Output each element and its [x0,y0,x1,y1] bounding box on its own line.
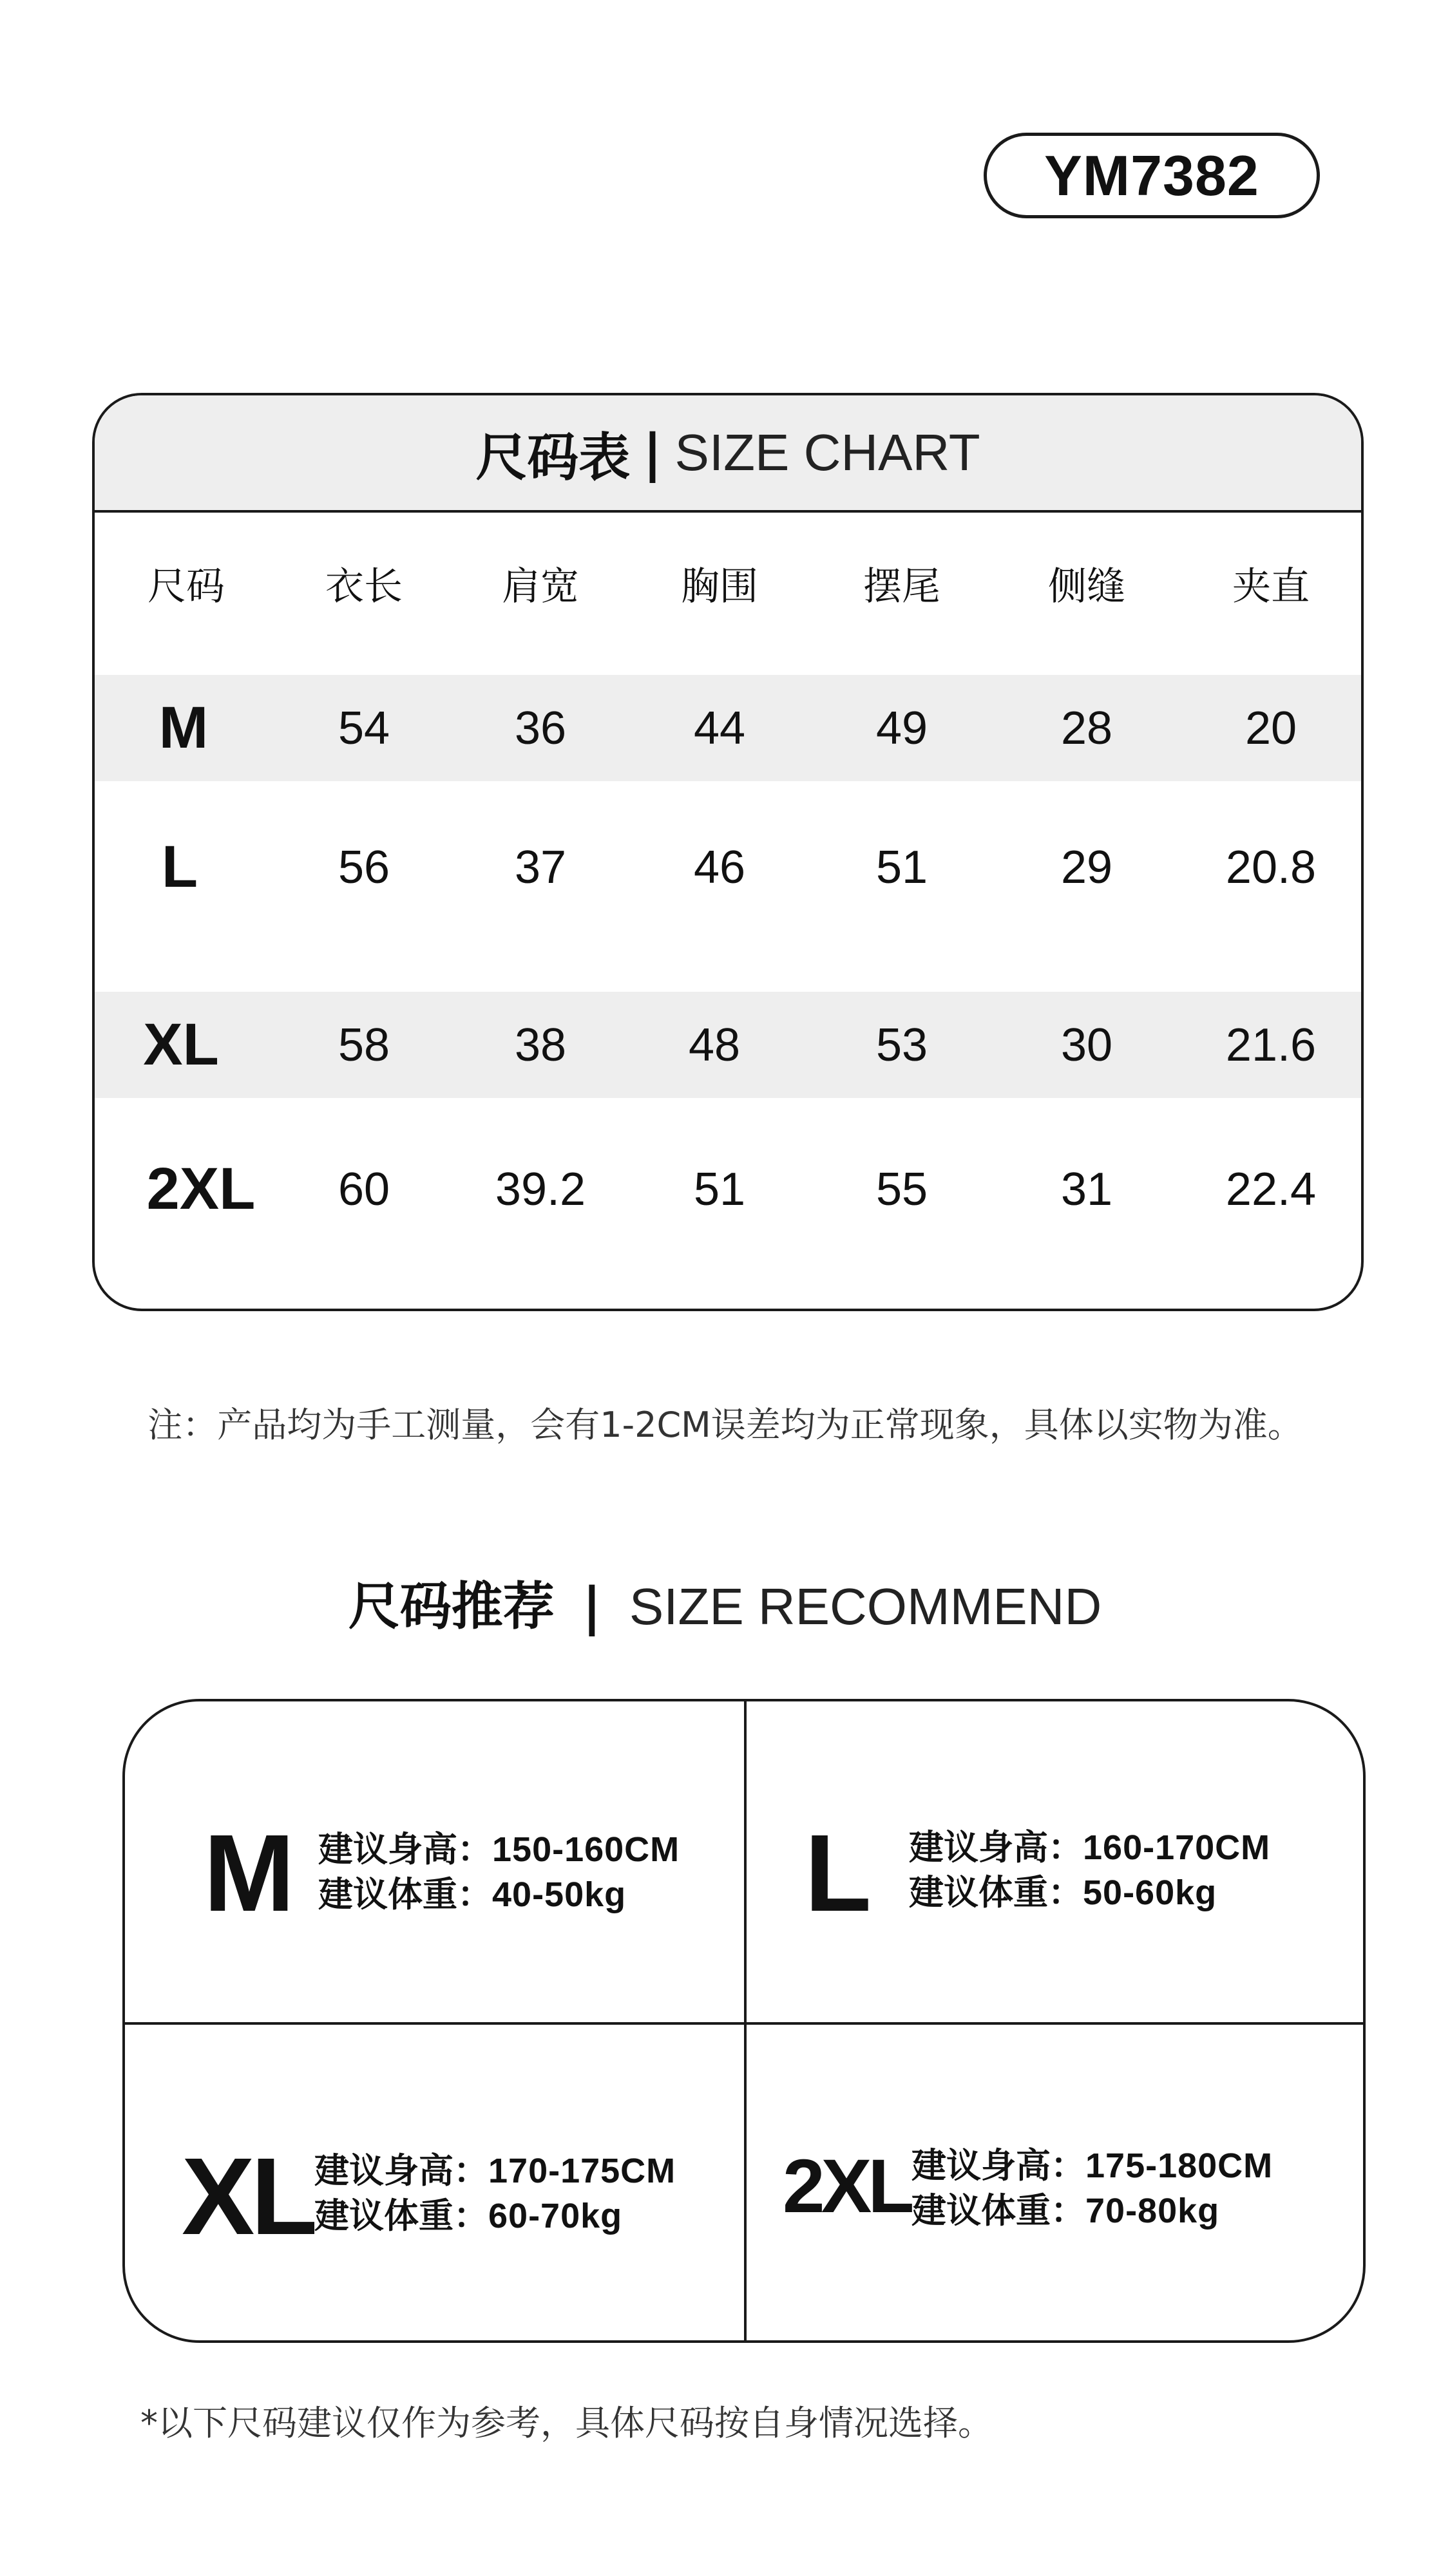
size-cell: L [161,834,198,900]
weight-label: 建议体重： [318,1874,492,1915]
weight-value: 50-60kg [1083,1873,1217,1912]
table-cell: 39.2 [495,1163,586,1215]
size-recommend-title-en: SIZE RECOMMEND [629,1578,1102,1635]
recommend-cell-m [125,1701,744,2022]
column-header: 夹直 [1232,564,1310,609]
table-cell: 48 [688,1019,741,1071]
recommend-cell-xl [125,2025,744,2343]
weight-label: 建议体重： [911,2190,1085,2231]
height-label: 建议身高： [909,1827,1083,1868]
model-code: YM7382 [1044,143,1259,207]
size-chart-header [95,395,1361,513]
table-cell: 20 [1245,702,1297,754]
table-cell: 22.4 [1225,1163,1317,1215]
column-header: 胸围 [681,564,758,609]
table-row [95,675,1361,781]
table-cell: 31 [1060,1163,1113,1215]
column-header: 肩宽 [502,564,579,609]
recommend-details [911,2143,1273,2233]
model-code-badge [984,133,1320,218]
table-cell: 51 [693,1163,746,1215]
recommend-details [314,2148,676,2239]
height-value: 170-175CM [488,2152,676,2190]
table-cell: 60 [338,1163,390,1215]
height-label: 建议身高： [911,2145,1085,2186]
measurement-note: 注：产品均为手工测量，会有1-2CM误差均为正常现象，具体以实物为准。 [148,1405,1302,1445]
recommend-details [909,1825,1270,1915]
size-recommend-grid [122,1699,1366,2343]
table-cell: 54 [338,702,390,754]
size-cell: 2XL [146,1156,256,1222]
recommend-size-label: M [204,1812,291,1935]
table-cell: 20.8 [1225,841,1317,893]
table-cell: 55 [875,1163,928,1215]
table-cell: 37 [514,841,567,893]
column-header: 尺码 [148,564,225,609]
weight-value: 60-70kg [488,2197,623,2235]
recommend-cell-l [747,1701,1366,2022]
size-recommend-title-zh: 尺码推荐 [348,1577,555,1636]
table-cell: 56 [338,841,390,893]
table-cell: 53 [875,1019,928,1071]
table-cell: 30 [1060,1019,1113,1071]
table-cell: 38 [514,1019,567,1071]
column-header: 侧缝 [1048,564,1125,609]
recommend-size-label: 2XL [783,2144,911,2229]
weight-label: 建议体重： [314,2195,488,2236]
recommend-size-label: L [805,1812,868,1935]
column-header: 衣长 [325,564,403,609]
size-chart-title-zh: 尺码表 [475,427,631,488]
table-cell: 58 [338,1019,390,1071]
table-cell: 51 [875,841,928,893]
recommend-cell-2xl [747,2025,1366,2343]
size-chart-table [92,393,1364,1311]
size-recommend-title-separator: | [582,1577,602,1636]
height-label: 建议身高： [318,1829,492,1870]
table-row [95,992,1361,1098]
table-cell: 44 [693,702,746,754]
height-value: 150-160CM [492,1830,680,1869]
size-chart-column-headers [95,513,1361,654]
table-row [95,814,1361,920]
size-cell: M [158,695,209,761]
column-header: 摆尾 [863,564,940,609]
size-chart-title-en: SIZE CHART [674,424,980,481]
recommend-details [318,1827,680,1917]
table-cell: 46 [693,841,746,893]
size-recommend-title [0,1565,1450,1639]
size-chart-title-separator: | [643,422,662,483]
height-value: 160-170CM [1083,1828,1271,1867]
table-cell: 49 [875,702,928,754]
size-cell: XL [143,1012,219,1077]
table-cell: 28 [1060,702,1113,754]
table-cell: 29 [1060,841,1113,893]
weight-value: 40-50kg [492,1875,627,1914]
weight-value: 70-80kg [1085,2192,1220,2230]
table-cell: 21.6 [1225,1019,1317,1071]
height-label: 建议身高： [314,2150,488,2191]
height-value: 175-180CM [1085,2146,1274,2185]
recommend-size-label: XL [182,2136,314,2258]
table-row [95,1136,1361,1242]
recommend-footnote: *以下尺码建议仅作为参考，具体尺码按自身情况选择。 [140,2403,993,2443]
table-cell: 36 [514,702,567,754]
weight-label: 建议体重： [909,1872,1083,1913]
